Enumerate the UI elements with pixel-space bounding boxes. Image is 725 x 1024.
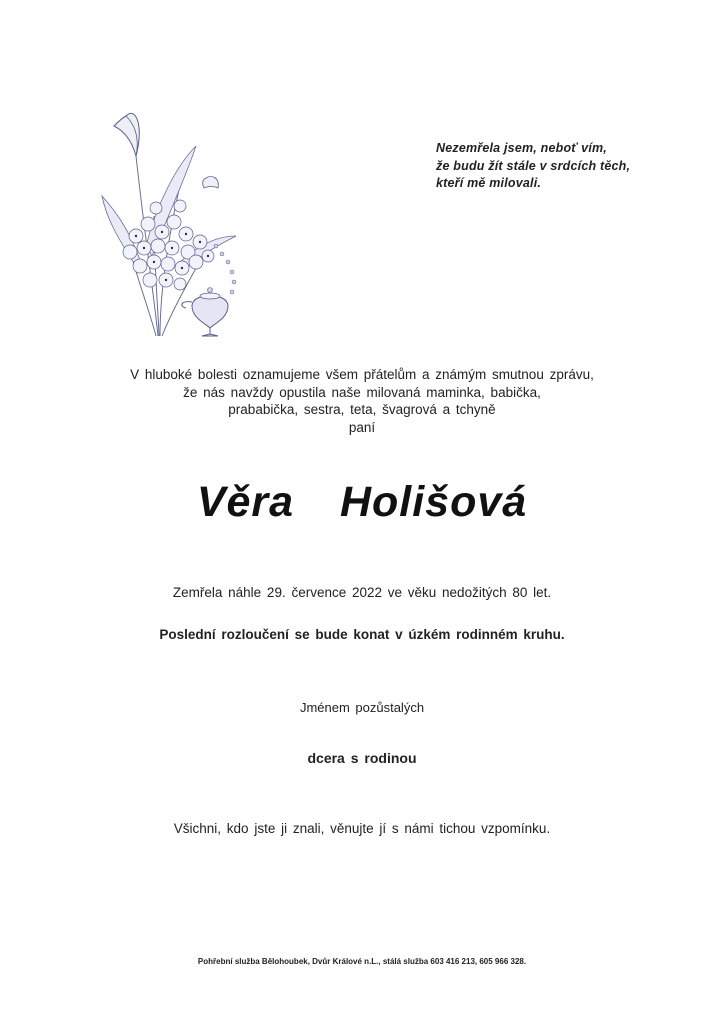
quote-block <box>436 140 696 193</box>
farewell-text: Poslední rozloučení se bude konat v úzkém rodinném kruhu. <box>159 627 565 642</box>
announcement-line: V hluboké bolesti oznamujeme všem přátelům a známým smutnou zprávu, <box>130 367 594 382</box>
remembrance-text: Všichni, kdo jste ji znali, věnujte jí s námi tichou vzpomínku. <box>173 821 551 836</box>
deceased-name: Věra Holišová <box>196 478 528 526</box>
family-signature: dcera s rodinou <box>307 750 417 766</box>
death-date-text: Zemřela náhle 29. července 2022 ve věku nedožitých 80 let. <box>172 585 552 600</box>
quote-line: že budu žít stále v srdcích těch, <box>436 158 631 173</box>
quote-line: Nezemřela jsem, neboť vím, <box>436 141 607 155</box>
quote-line: kteří mě milovali. <box>436 176 542 190</box>
announcement-line: prababička, sestra, teta, švagrová a tchyně <box>228 402 496 417</box>
announcement-text <box>62 366 662 436</box>
announcement-line: že nás navždy opustila naše milovaná maminka, babička, <box>183 384 541 400</box>
announcement-line: paní <box>348 419 376 435</box>
on-behalf-text: Jménem pozůstalých <box>299 700 425 715</box>
flower-bouquet-vase-icon <box>96 96 246 346</box>
funeral-service-footer: Pohřební služba Bělohoubek, Dvůr Králové n.L., stálá služba 603 416 213, 605 966 328. <box>197 957 527 966</box>
